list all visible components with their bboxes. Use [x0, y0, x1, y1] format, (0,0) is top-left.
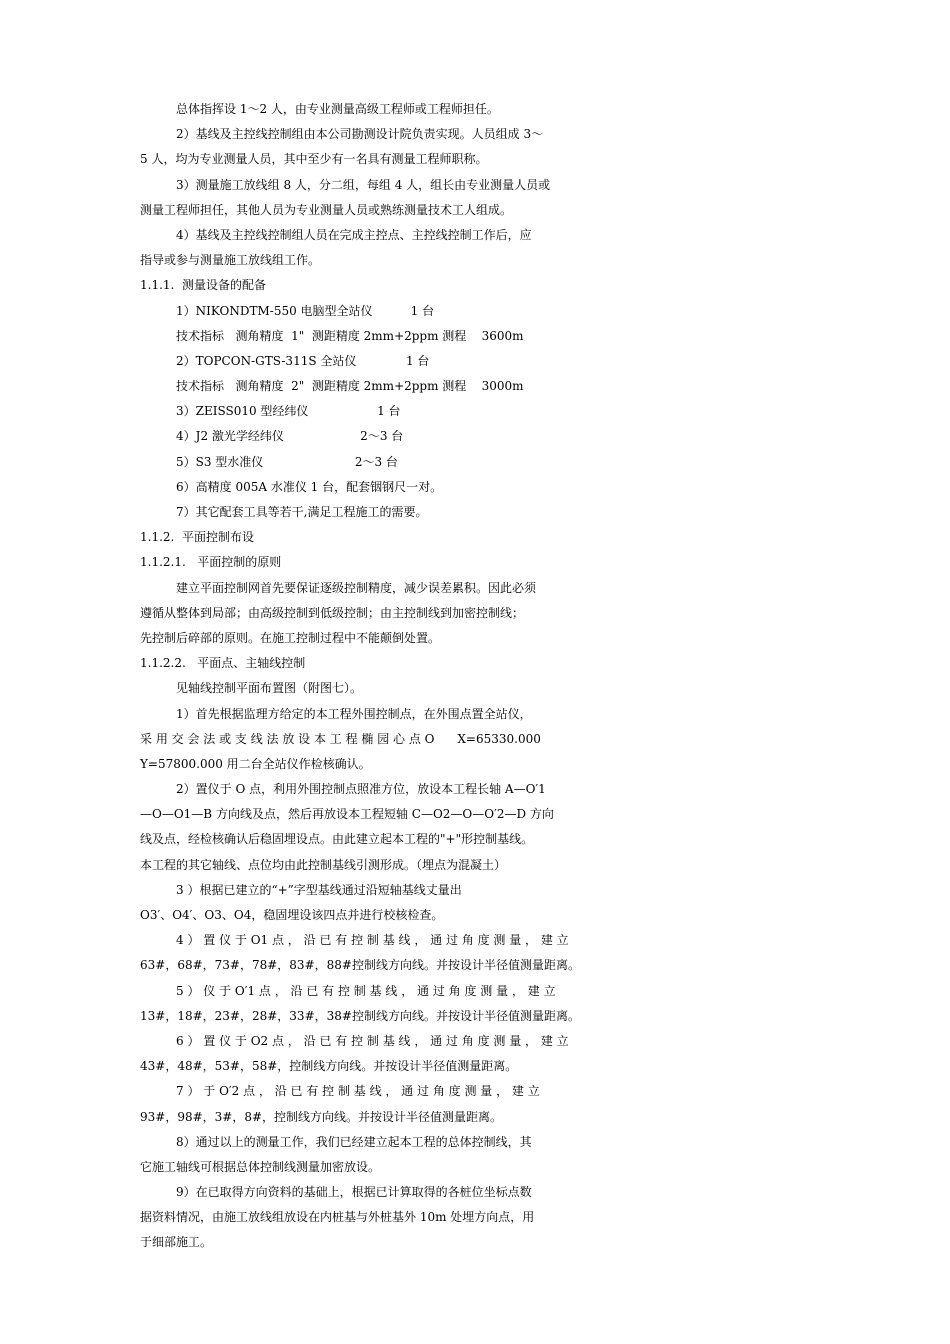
- equipment-item: 7）其它配套工具等若干,满足工程施工的需要。: [176, 505, 428, 519]
- equipment-spec: 技术指标 测角精度 2" 测距精度 2mm+2ppm 测程 3000m: [176, 379, 524, 394]
- section-heading: 1.1.1. 测量设备的配备: [140, 278, 266, 293]
- text-line: 本工程的其它轴线、点位均由此控制基线引测形成。（埋点为混凝土）: [140, 857, 507, 872]
- subsection-heading: 1.1.2.1. 平面控制的原则: [140, 555, 282, 570]
- equipment-spec: 技术指标 测角精度 1" 测距精度 2mm+2ppm 测程 3600m: [176, 328, 524, 343]
- equipment-item: 2）TOPCON-GTS-311S 全站仪 1 台: [176, 353, 430, 368]
- text-line: 据资料情况，由施工放线组放设在内桩基与外桩基外 10m 处埋方向点，用: [140, 1210, 535, 1225]
- text-line: 指导或参与测量施工放线组工作。: [140, 253, 321, 268]
- text-line: 1）首先根据监理方给定的本工程外围控制点，在外围点置全站仪，: [176, 706, 532, 721]
- text-line: 先控制后碎部的原则。在施工控制过程中不能颠倒处置。: [140, 630, 441, 645]
- text-line: 43#，48#，53#，58#，控制线方向线。并按设计半径值测量距离。: [140, 1059, 518, 1074]
- equipment-item: 5）S3 型水准仪 2～3 台: [176, 454, 398, 469]
- text-line: 4）基线及主控线控制组人员在完成主控点、主控线控制工作后，应: [176, 227, 532, 242]
- text-line: 3）测量施工放线组 8 人，分二组，每组 4 人，组长由专业测量人员或: [176, 177, 551, 192]
- equipment-item: 1）NIKONDTM-550 电脑型全站仪 1 台: [176, 303, 435, 318]
- text-line: 线及点，经检核确认后稳固埋设点。由此建立起本工程的"+"形控制基线。: [140, 832, 534, 847]
- text-line: 5 人，均为专业测量人员，其中至少有一名具有测量工程师职称。: [140, 152, 488, 167]
- text-line: 它施工轴线可根据总体控制线测量加密放设。: [140, 1159, 381, 1174]
- text-line: 9）在已取得方向资料的基础上，根据已计算取得的各桩位坐标点数: [176, 1185, 532, 1200]
- text-line: 于细部施工。: [140, 1235, 213, 1250]
- text-line: Y=57800.000 用二台全站仪作检核确认。: [140, 756, 371, 771]
- text-line: O3′、O4′、O3、O4，稳固埋设该四点并进行校核检查。: [140, 908, 444, 922]
- section-heading: 1.1.2. 平面控制布设: [140, 530, 254, 545]
- text-line: 4 ） 置 仪 于 O1 点 ， 沿 已 有 控 制 基 线 ， 通 过 角 度 测 量 ， 建 立: [176, 933, 569, 948]
- text-line: 遵循从整体到局部；由高级控制到低级控制；由主控制线到加密控制线；: [140, 605, 525, 620]
- text-line: 93#，98#，3#，8#，控制线方向线。并按设计半径值测量距离。: [140, 1109, 503, 1124]
- subsection-heading: 1.1.2.2. 平面点、主轴线控制: [140, 656, 306, 671]
- text-line: 建立平面控制网首先要保证逐级控制精度，减少误差累积。因此必须: [176, 580, 537, 595]
- text-line: 总体指挥设 1～2 人，由专业测量高级工程师或工程师担任。: [176, 102, 499, 116]
- equipment-item: 4）J2 激光学经纬仪 2～3 台: [176, 429, 404, 444]
- text-line: 5 ） 仪 于 O′1 点 ， 沿 已 有 控 制 基 线 ， 通 过 角 度 测 量 ， 建 立: [176, 983, 556, 998]
- text-line: 7 ） 于 O′2 点 ， 沿 已 有 控 制 基 线 ， 通 过 角 度 测 量 ， 建 立: [176, 1084, 540, 1099]
- text-line: 测量工程师担任，其他人员为专业测量人员或熟练测量技术工人组成。: [140, 202, 513, 217]
- text-line: 采 用 交 会 法 或 支 线 法 放 设 本 工 程 椭 园 心 点 O X=65330.000: [140, 731, 541, 746]
- text-line: 3 ）根据已建立的“+”字型基线通过沿短轴基线丈量出: [176, 882, 462, 897]
- equipment-item: 3）ZEISS010 型经纬仪 1 台: [176, 404, 401, 419]
- text-line: 8）通过以上的测量工作，我们已经建立起本工程的总体控制线，其: [176, 1134, 532, 1149]
- text-line: 2）置仪于 O 点，利用外围控制点照准方位，放设本工程长轴 A—O′1: [176, 782, 546, 797]
- text-line: 63#，68#，73#，78#，83#，88#控制线方向线。并按设计半径值测量距离。: [140, 958, 580, 973]
- text-line: 2）基线及主控线控制组由本公司勘测设计院负责实现。人员组成 3～: [176, 127, 544, 142]
- text-line: 见轴线控制平面布置图（附图七）。: [176, 681, 363, 696]
- text-line: 13#，18#，23#，28#，33#，38#控制线方向线。并按设计半径值测量距离。: [140, 1008, 580, 1023]
- text-line: —O—O1—B 方向线及点，然后再放设本工程短轴 C—O2—O—O′2—D 方向: [140, 807, 554, 822]
- equipment-item: 6）高精度 005A 水准仪 1 台，配套铟钢尺一对。: [176, 479, 443, 494]
- text-line: 6 ） 置 仪 于 O2 点 ， 沿 已 有 控 制 基 线 ， 通 过 角 度 测 量 ， 建 立: [176, 1033, 569, 1048]
